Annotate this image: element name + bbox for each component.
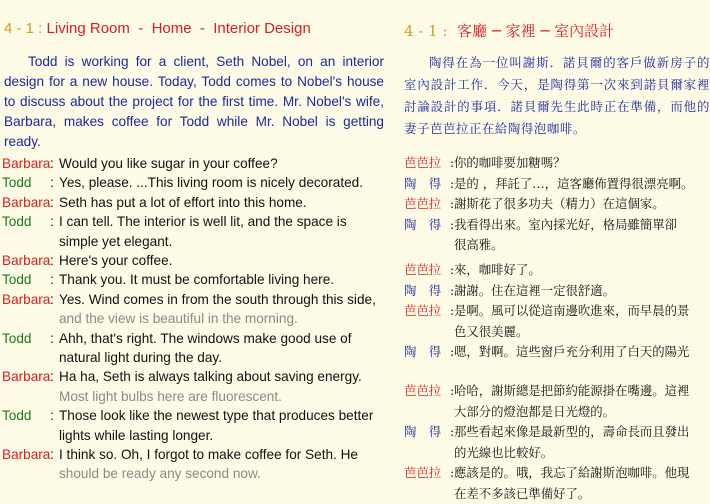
speaker-name: 陶 得 <box>404 344 442 360</box>
dialogue-text: 來，咖啡好了。 <box>454 262 541 277</box>
speaker-name: Barbara <box>2 194 51 210</box>
dialogue-text: 那些看起來像是最新型的，壽命長而且發出 <box>454 424 690 440</box>
dialogue-text: 的光線也比較好。 <box>454 444 554 460</box>
speaker-name: Todd <box>2 272 32 288</box>
speaker-name: 芭芭拉 <box>404 465 442 481</box>
speaker-colon: : <box>450 424 455 440</box>
english-intro: Todd is working for a client, Seth Nobel, on an interior design for a new house. Today, Todd comes to Nobel's house to discuss about the project for the first time. Mr. Nobel's wife, Barbara, makes coffee for Todd while Mr. Nobel is getting ready. <box>4 54 384 149</box>
english-title-text: Living Room - Home - Interior Design <box>42 20 311 37</box>
speaker-name: Todd <box>2 214 32 230</box>
chinese-intro: 陶得在為一位叫謝斯．諾貝爾的客戶做新房子的室內設計工作．今天，是陶得第一次來到諾貝爾家裡討論設計的事項．諾貝爾先生此時正在準備，而他的妻子芭芭拉正在給陶得泡咖啡。 <box>404 55 710 136</box>
speaker-colon: : <box>450 155 455 170</box>
dialogue-text: 應該是的。哦，我忘了給謝斯泡咖啡。他現 <box>454 465 690 481</box>
speaker-colon: : <box>450 465 455 481</box>
english-title-number: 4 - 1 : <box>4 20 43 37</box>
speaker-name: Barbara <box>2 253 51 268</box>
speaker-colon: : <box>450 383 455 398</box>
dialogue-text: 大部分的燈泡都是日光燈的。 <box>454 403 616 419</box>
speaker-colon: : <box>450 175 455 191</box>
speaker-name: 陶 得 <box>404 424 442 440</box>
speaker-colon: : <box>450 216 455 232</box>
speaker-name: 芭芭拉 <box>404 303 442 319</box>
speaker-name: Todd <box>2 175 32 191</box>
dialogue-text: 我看得出來。室內採光好，格局雖簡單卻 <box>454 216 678 232</box>
speaker-name: Barbara <box>2 369 51 385</box>
speaker-name: 芭芭拉 <box>404 155 442 170</box>
speaker-colon: : <box>50 447 54 462</box>
dialogue-text: 在差不多該已準備好了。 <box>454 486 591 501</box>
speaker-name: Barbara <box>2 156 51 171</box>
dialogue-text: Ha ha, Seth is always talking about saving energy. <box>59 369 362 385</box>
dialogue-text: 哈哈，謝斯總是把節約能源掛在嘴邊。這裡 <box>454 383 690 398</box>
dialogue-text: and the view is beautiful in the morning. <box>59 311 298 327</box>
speaker-name: Barbara <box>2 447 51 462</box>
speaker-colon: : <box>50 194 54 210</box>
dialogue-text: Those look like the newest type that produces better <box>59 408 374 424</box>
speaker-name: Todd <box>2 408 32 424</box>
dialogue-text: I can tell. The interior is well lit, and the space is <box>59 214 347 230</box>
dialogue-text: Yes. Wind comes in from the south through this side, <box>59 291 376 307</box>
speaker-colon: : <box>50 330 54 346</box>
speaker-colon: : <box>50 272 54 288</box>
dialogue-text: 謝謝。住在這裡一定很舒適。 <box>454 282 616 298</box>
speaker-name: 芭芭拉 <box>404 383 442 398</box>
english-title <box>4 20 311 37</box>
dialogue-text: natural light during the day. <box>59 350 222 365</box>
dialogue-text: Thank you. It must be comfortable living here. <box>59 272 335 288</box>
dialogue-text: should be ready any second now. <box>59 466 261 482</box>
dialogue-text: 是的 ，拜託了…，這客廳佈置得很漂亮啊。 <box>454 175 694 191</box>
speaker-colon: : <box>450 196 455 212</box>
speaker-name: 芭芭拉 <box>404 196 442 212</box>
speaker-colon: : <box>450 282 455 298</box>
speaker-colon: : <box>50 253 54 268</box>
dialogue-text: Yes, please. ...This living room is nicely decorated. <box>59 175 363 191</box>
dialogue-text: I think so. Oh, I forgot to make coffee for Seth. He <box>59 447 358 462</box>
dialogue-text: Most light bulbs here are fluorescent. <box>59 388 282 404</box>
speaker-colon: : <box>50 291 54 307</box>
dialogue-text: 色又很美麗。 <box>454 323 529 339</box>
chinese-title <box>404 20 614 41</box>
dialogue-text: simple yet elegant. <box>59 233 173 249</box>
speaker-name: Barbara <box>2 291 51 307</box>
speaker-colon: : <box>50 369 54 385</box>
dialogue-text: Ahh, that's right. The windows make good use of <box>59 330 352 346</box>
speaker-name: 陶 得 <box>404 282 442 298</box>
dialogue-text: Here's your coffee. <box>59 253 173 268</box>
dialogue-text: 謝斯花了很多功夫（精力）在這個家。 <box>454 196 665 212</box>
dialogue-text: 嗯，對啊。這些窗戶充分利用了白天的陽光 <box>454 344 690 360</box>
dialogue-text: Would you like sugar in your coffee? <box>59 156 278 171</box>
dialogue-text: 很高雅。 <box>454 237 504 253</box>
speaker-name: 陶 得 <box>404 175 442 191</box>
speaker-name: Todd <box>2 330 32 346</box>
speaker-name: 陶 得 <box>404 216 442 232</box>
speaker-colon: : <box>450 262 455 277</box>
speaker-colon: : <box>450 303 455 319</box>
dialogue-text: lights while lasting longer. <box>59 427 214 443</box>
speaker-colon: : <box>50 214 54 230</box>
speaker-colon: : <box>50 408 54 424</box>
speaker-colon: : <box>50 156 54 171</box>
speaker-colon: : <box>50 175 54 191</box>
chinese-title-number: 4 - 1 : <box>404 22 448 40</box>
speaker-colon: : <box>450 344 455 360</box>
speaker-name: 芭芭拉 <box>404 262 442 277</box>
dialogue-text: 是啊。風可以從這南邊吹進來，而早晨的景 <box>454 303 690 319</box>
chinese-title-text: 客廳 ─ 家裡 ─ 室內設計 <box>447 22 615 40</box>
dialogue-text: 你的咖啡要加糖嗎？ <box>454 155 566 170</box>
dialogue-text: Seth has put a lot of effort into this home. <box>59 194 307 210</box>
